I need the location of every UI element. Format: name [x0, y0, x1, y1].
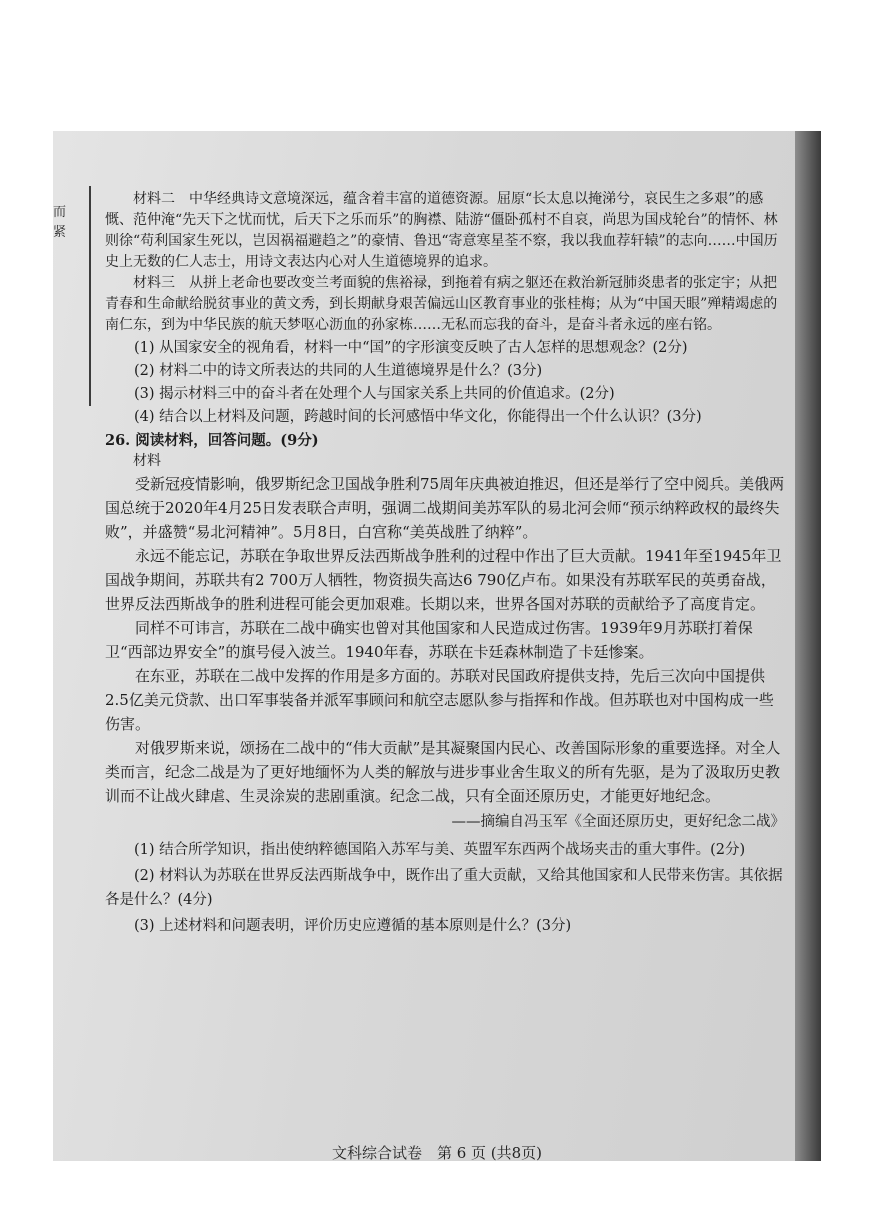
- margin-rule: [89, 186, 91, 406]
- material-three: 材料三 从拼上老命也要改变兰考面貌的焦裕禄，到拖着有病之躯还在救治新冠肺炎患者的张定宇；从把青春和生命献给脱贫事业的黄文秀，到长期献身艰苦偏远山区教育事业的张桂梅；从为“中国天眼”殚精竭虑的南仁东，到为中华民族的航天梦呕心沥血的孙家栋……无私而忘我的奋斗，是奋斗者永远的座右铭。: [105, 275, 778, 333]
- exam-text: [105, 189, 785, 938]
- material-paragraph: 在东亚，苏联在二战中发挥的作用是多方面的。苏联对民国政府提供支持，先后三次向中国提供2.5亿美元贷款、出口军事装备并派军事顾问和航空志愿队参与指挥和作战。但苏联也对中国构成一些伤害。: [105, 667, 774, 733]
- source-citation: ——摘编自冯玉军《全面还原历史，更好纪念二战》: [451, 814, 785, 830]
- material-label: 材料: [133, 453, 161, 469]
- question-25-3: (3) 揭示材料三中的奋斗者在处理个人与国家关系上共同的价值追求。(2分): [134, 386, 615, 402]
- margin-char: 而: [53, 205, 67, 220]
- material-paragraph: 永远不能忘记，苏联在争取世界反法西斯战争胜利的过程中作出了巨大贡献。1941年至1945年卫国战争期间，苏联共有2 700万人牺牲，物资损失高达6 790亿卢布。如果没有苏联军民的英勇奋战，世界反法西斯战争的胜利进程可能会更加艰难。长期以来，世界各国对苏联的贡献给予了高度肯定。: [105, 547, 782, 613]
- question-26-heading: 26. 阅读材料，回答问题。(9分): [105, 432, 319, 449]
- material-two: 材料二 中华经典诗文意境深远，蕴含着丰富的道德资源。屈原“长太息以掩涕兮，哀民生之多艰”的感慨、范仲淹“先天下之忧而忧，后天下之乐而乐”的胸襟、陆游“僵卧孤村不自哀，尚思为国戍轮台”的情怀、林则徐“苟利国家生死以，岂因祸福避趋之”的豪情、鲁迅“寄意寒星荃不察，我以我血荐轩辕”的志向……中国历史上无数的仁人志士，用诗文表达内心对人生道德境界的追求。: [105, 191, 778, 270]
- question-26-3: (3) 上述材料和问题表明，评价历史应遵循的基本原则是什么？(3分): [134, 918, 572, 934]
- exam-page: [53, 131, 821, 1161]
- question-26-1: (1) 结合所学知识，指出使纳粹德国陷入苏军与美、英盟军东西两个战场夹击的重大事件。(2分): [134, 842, 746, 858]
- question-26-2: (2) 材料认为苏联在世界反法西斯战争中，既作出了重大贡献，又给其他国家和人民带来伤害。其依据各是什么？(4分): [105, 868, 783, 908]
- margin-char: 紧: [53, 225, 67, 240]
- material-26-body: [105, 472, 785, 938]
- question-25-2: (2) 材料二中的诗文所表达的共同的人生道德境界是什么？(3分): [134, 363, 543, 379]
- margin-characters: [53, 203, 73, 243]
- material-paragraph: 同样不可讳言，苏联在二战中确实也曾对其他国家和人民造成过伤害。1939年9月苏联打着保卫“西部边界安全”的旗号侵入波兰。1940年春，苏联在卡廷森林制造了卡廷惨案。: [105, 619, 753, 661]
- page-footer: 文科综合试卷 第 6 页 (共8页): [331, 1144, 543, 1161]
- material-paragraph: 受新冠疫情影响，俄罗斯纪念卫国战争胜利75周年庆典被迫推迟，但还是举行了空中阅兵。美俄两国总统于2020年4月25日发表联合声明，强调二战期间美苏军队的易北河会师“预示纳粹政权的最终失败”，并盛赞“易北河精神”。5月8日，白宫称“美英战胜了纳粹”。: [105, 475, 785, 541]
- material-paragraph: 对俄罗斯来说，颂扬在二战中的“伟大贡献”是其凝聚国内民心、改善国际形象的重要选择。对全人类而言，纪念二战是为了更好地缅怀为人类的解放与进步事业舍生取义的所有先驱，是为了汲取历史教训而不让战火肆虐、生灵涂炭的悲剧重演。纪念二战，只有全面还原历史，才能更好地纪念。: [105, 739, 781, 805]
- page-shadow-edge: [795, 131, 821, 1161]
- question-25-1: (1) 从国家安全的视角看，材料一中“国”的字形演变反映了古人怎样的思想观念？(2分): [134, 340, 688, 356]
- question-25-4: (4) 结合以上材料及问题，跨越时间的长河感悟中华文化，你能得出一个什么认识？(3分): [134, 409, 702, 425]
